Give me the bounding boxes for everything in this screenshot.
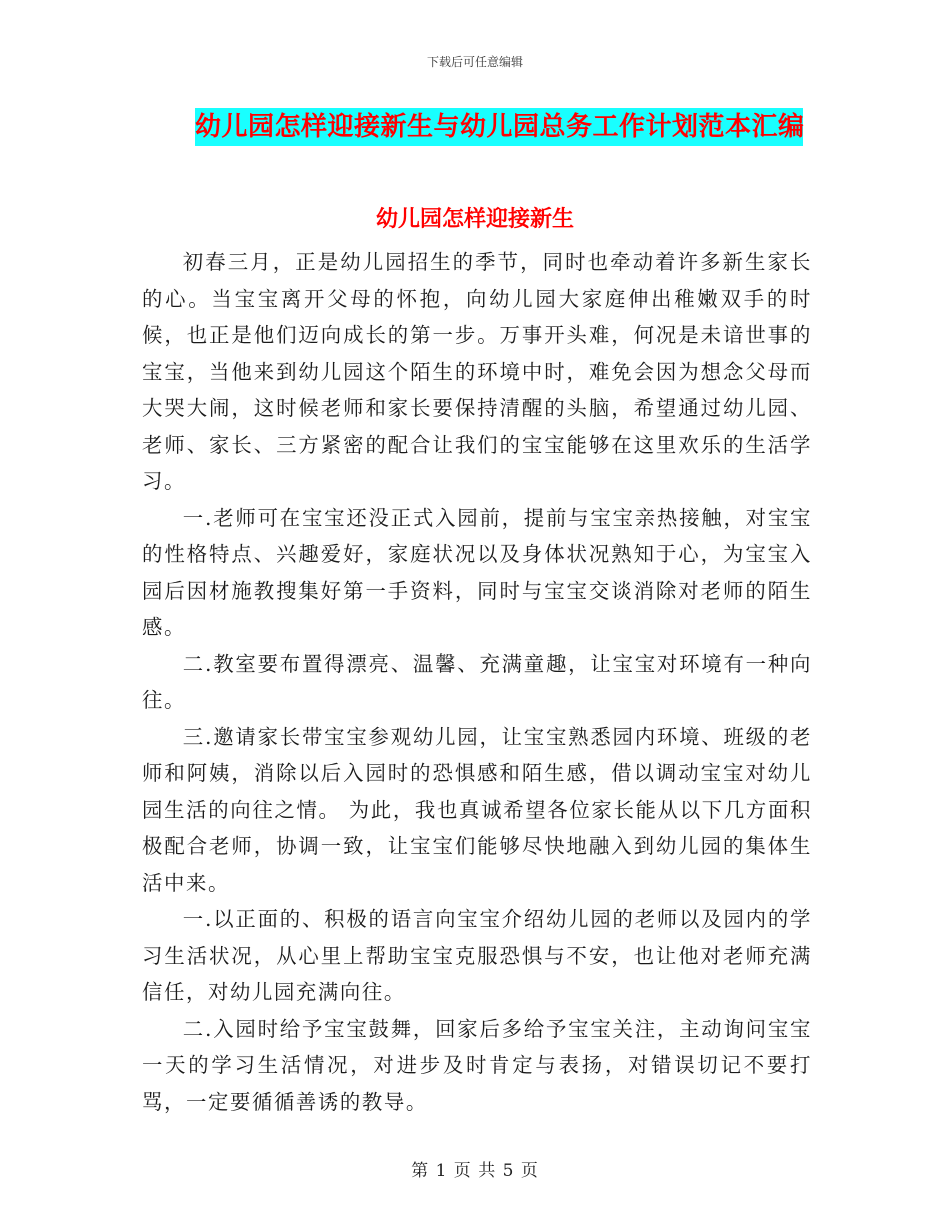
- paragraph: 一.老师可在宝宝还没正式入园前，提前与宝宝亲热接触，对宝宝的性格特点、兴趣爱好，家庭状况以及身体状况熟知于心，为宝宝入园后因材施教搜集好第一手资料，同时与宝宝交谈消除对老师的陌生感。: [142, 505, 812, 639]
- header-note: 下载后可任意编辑: [426, 55, 523, 69]
- paragraph: 初春三月，正是幼儿园招生的季节，同时也牵动着许多新生家长的心。当宝宝离开父母的怀抱，向幼儿园大家庭伸出稚嫩双手的时候，也正是他们迈向成长的第一步。万事开头难，何况是未谙世事的宝宝，当他来到幼儿园这个陌生的环境中时，难免会因为想念父母而大哭大闹，这时候老师和家长要保持清醒的头脑，希望通过幼儿园、老师、家长、三方紧密的配合让我们的宝宝能够在这里欢乐的生活学习。: [142, 250, 812, 493]
- paragraph: 二.入园时给予宝宝鼓舞，回家后多给予宝宝关注，主动询问宝宝一天的学习生活情况，对进步及时肯定与表扬，对错误切记不要打骂，一定要循循善诱的教导。: [142, 1016, 812, 1114]
- document-title: 幼儿园怎样迎接新生与幼儿园总务工作计划范本汇编: [195, 108, 803, 146]
- body-text: [142, 244, 812, 1120]
- section-title: 幼儿园怎样迎接新生: [375, 207, 574, 232]
- page-footer: 第 1 页 共 5 页: [411, 1161, 539, 1181]
- paragraph: 三.邀请家长带宝宝参观幼儿园，让宝宝熟悉园内环境、班级的老师和阿姨，消除以后入园时的恐惧感和陌生感，借以调动宝宝对幼儿园生活的向往之情。 为此，我也真诚希望各位家长能从以下几方面积极配合老师，协调一致，让宝宝们能够尽快地融入到幼儿园的集体生活中来。: [142, 724, 812, 895]
- paragraph: 一.以正面的、积极的语言向宝宝介绍幼儿园的老师以及园内的学习生活状况，从心里上帮助宝宝克服恐惧与不安，也让他对老师充满信任，对幼儿园充满向往。: [142, 907, 812, 1004]
- paragraph: 二.教室要布置得漂亮、温馨、充满童趣，让宝宝对环境有一种向往。: [142, 651, 812, 712]
